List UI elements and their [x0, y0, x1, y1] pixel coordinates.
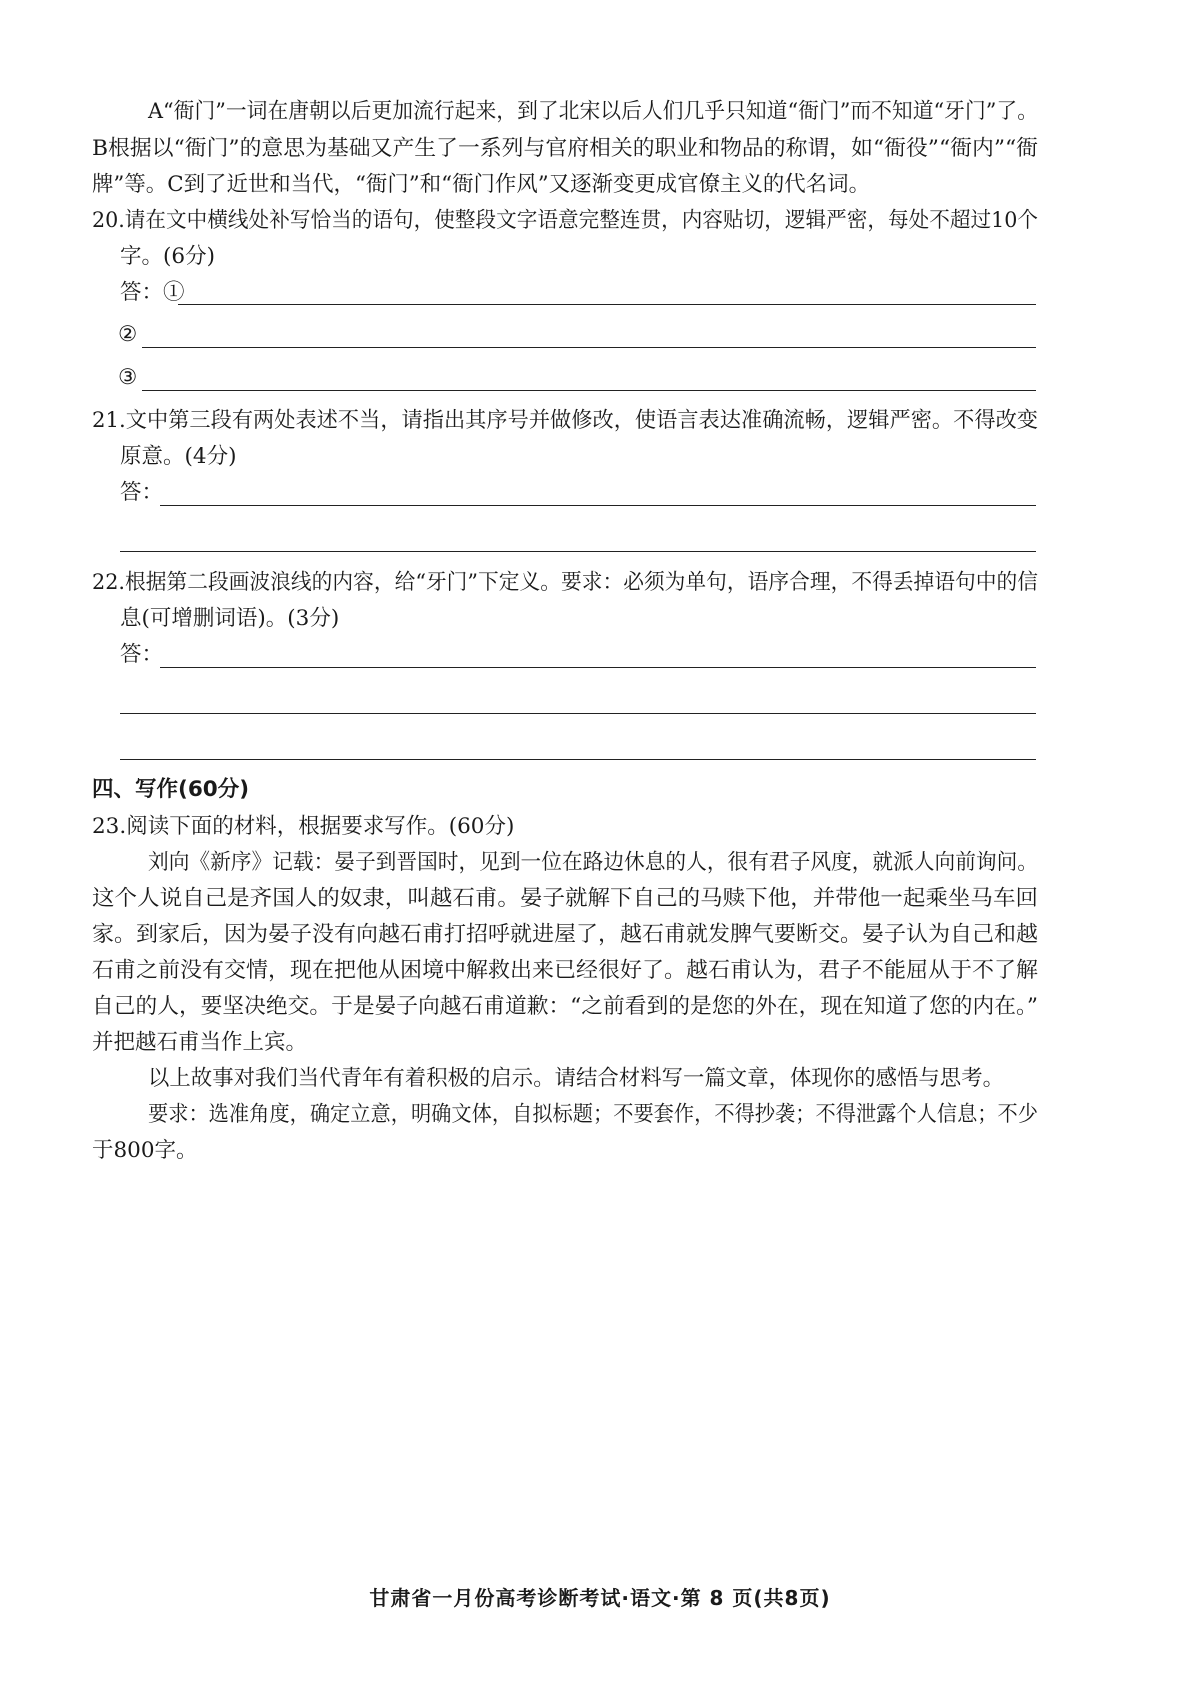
- material-line: 并把越石甫当作上宾。: [92, 1030, 308, 1055]
- writing-prompt: 以上故事对我们当代青年有着积极的启示。请结合材料写一篇文章，体现你的感悟与思考。: [148, 1066, 1004, 1091]
- answer-blank-1[interactable]: [178, 304, 1036, 305]
- answer-label: 答：①: [120, 280, 185, 305]
- passage-line: 牌”等。C到了近世和当代，“衙门”和“衙门作风”又逐渐变更成官僚主义的代名词。: [92, 172, 870, 197]
- material-line: 这个人说自己是齐国人的奴隶，叫越石甫。晏子就解下自己的马赎下他，并带他一起乘坐马车回: [92, 886, 1038, 911]
- question-22-text: 22.根据第二段画波浪线的内容，给“牙门”下定义。要求：必须为单句，语序合理，不得丢掉语句中的信: [92, 570, 1038, 595]
- answer-blank-3[interactable]: [142, 390, 1036, 391]
- passage-line: B根据以“衙门”的意思为基础又产生了一系列与官府相关的职业和物品的称谓，如“衙役”“衙内”“衙: [92, 136, 1038, 161]
- material-line: 自己的人，要坚决绝交。于是晏子向越石甫道歉：“之前看到的是您的外在，现在知道了您的内在。”: [92, 994, 1038, 1019]
- answer-label: ②: [118, 322, 138, 347]
- question-20-text: 20.请在文中横线处补写恰当的语句，使整段文字语意完整连贯，内容贴切，逻辑严密，每处不超过10个: [92, 208, 1038, 233]
- answer-label: 答：: [120, 642, 164, 667]
- question-22-text: 息(可增删词语)。(3分): [120, 606, 340, 631]
- answer-blank[interactable]: [160, 667, 1036, 668]
- page-footer: 甘肃省一月份高考诊断考试·语文·第 8 页(共8页): [369, 1586, 831, 1610]
- question-21-text: 21.文中第三段有两处表述不当，请指出其序号并做修改，使语言表达准确流畅，逻辑严密。不得改变: [92, 408, 1038, 433]
- material-line: 刘向《新序》记载：晏子到晋国时，见到一位在路边休息的人，很有君子风度，就派人向前询问。: [148, 850, 1038, 875]
- answer-blank[interactable]: [120, 713, 1036, 714]
- answer-label: 答：: [120, 480, 164, 505]
- writing-requirements: 于800字。: [92, 1138, 198, 1163]
- writing-requirements: 要求：选准角度，确定立意，明确文体，自拟标题；不要套作，不得抄袭；不得泄露个人信息；不少: [148, 1102, 1038, 1127]
- question-20-text: 字。(6分): [120, 244, 215, 269]
- answer-blank-2[interactable]: [142, 347, 1036, 348]
- passage-line: A“衙门”一词在唐朝以后更加流行起来，到了北宋以后人们几乎只知道“衙门”而不知道“牙门”了。: [148, 99, 1038, 124]
- answer-label: ③: [118, 365, 138, 390]
- question-21-text: 原意。(4分): [120, 444, 237, 469]
- question-23-text: 23.阅读下面的材料，根据要求写作。(60分): [92, 814, 515, 839]
- answer-blank[interactable]: [120, 551, 1036, 552]
- answer-blank[interactable]: [160, 505, 1036, 506]
- section-heading: 四、写作(60分): [92, 777, 250, 802]
- answer-blank[interactable]: [120, 759, 1036, 760]
- material-line: 家。到家后，因为晏子没有向越石甫打招呼就进屋了，越石甫就发脾气要断交。晏子认为自己和越: [92, 922, 1038, 947]
- material-line: 石甫之前没有交情，现在把他从困境中解救出来已经很好了。越石甫认为，君子不能屈从于不了解: [92, 958, 1038, 983]
